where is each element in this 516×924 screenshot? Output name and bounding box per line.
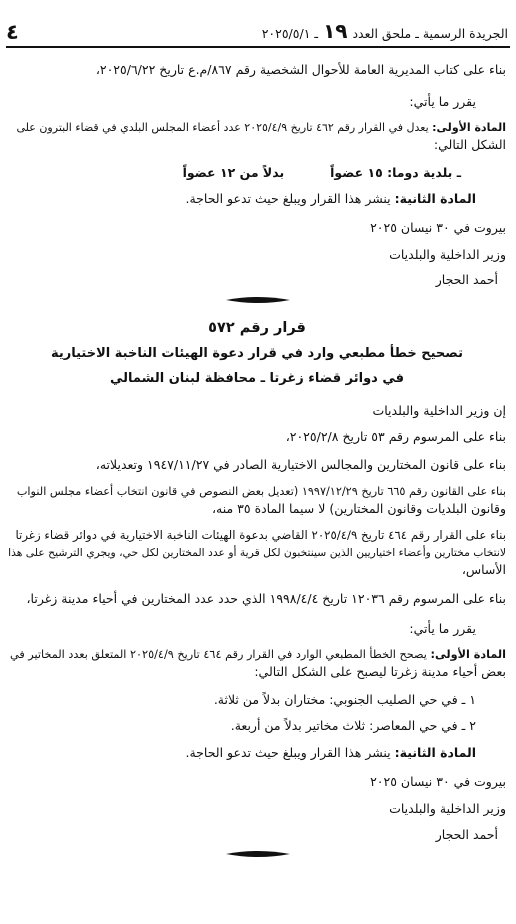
article-text: ينشر هذا القرار ويبلغ حيث تدعو الحاجة. <box>185 745 391 760</box>
signature-date: بيروت في ٣٠ نيسان ٢٠٢٥ <box>370 774 506 789</box>
page-number: ٤ <box>6 20 19 44</box>
article-label: المادة الأولى: <box>432 121 506 134</box>
article-label: المادة الثانية: <box>394 191 476 206</box>
whereas-line-cont: الأساس، <box>461 562 506 577</box>
whereas-line: بناء على المرسوم رقم ٥٣ تاريخ ٢٠٢٥/٢/٨، <box>285 429 506 444</box>
decision-intro: إن وزير الداخلية والبلديات <box>372 403 506 418</box>
article-2 <box>8 190 476 207</box>
whereas-line: بناء على كتاب المديرية العامة للأحوال الشخصية رقم ٨٦٧/م.ع تاريخ ٢٠٢٥/٦/٢٢، <box>95 62 506 77</box>
decision-title-line1: تصحيح خطأ مطبعي وارد في قرار دعوة الهيئات الناخبة الاختيارية <box>51 346 463 361</box>
page-header <box>6 18 508 44</box>
decision-title-line2: في دوائر قضاء زغرتا ـ محافظة لبنان الشمالي <box>109 371 405 386</box>
municipality-name: ـ بلدية دوما: <box>387 165 461 180</box>
decides-heading: يقرر ما يأتي: <box>409 94 476 109</box>
issue-number: ١٩ <box>323 19 348 43</box>
article-text: ينشر هذا القرار ويبلغ حيث تدعو الحاجة. <box>185 191 391 206</box>
minister-name: أحمد الحجار <box>435 272 498 287</box>
article-1-cont: بعض أحياء مدينة زغرتا ليصبح على الشكل التالي: <box>254 664 506 679</box>
decides-heading: يقرر ما يأتي: <box>409 621 476 636</box>
whereas-line-cont: لانتخاب مختارين وأعضاء اختياريين الذين سينتخبون لكل قرية أو عدد المختارين لكل حي، ويجري الترشيح على هذا <box>8 546 506 559</box>
new-count: ١٥ عضواً <box>330 165 383 180</box>
whereas-line: بناء على المرسوم رقم ١٢٠٣٦ تاريخ ١٩٩٨/٤/٤ الذي حدد عدد المختارين في أحياء مدينة زغرتا، <box>26 591 506 606</box>
header-rule <box>6 46 510 48</box>
article-1 <box>8 119 506 136</box>
article-1 <box>8 646 506 663</box>
whereas-line-cont: وقانون البلديات وقانون المختارين) لا سيما المادة ٣٥ منه، <box>211 501 506 516</box>
article-2 <box>8 744 476 761</box>
article-label: المادة الثانية: <box>394 745 476 760</box>
article-text: يعدل في القرار رقم ٤٦٢ تاريخ ٢٠٢٥/٤/٩ عدد أعضاء المجلس البلدي في قضاء البترون على <box>16 121 429 134</box>
list-item: ٢ ـ في حي المعاصر: ثلاث مخاتير بدلاً من أربعة. <box>230 718 476 733</box>
list-item: ١ ـ في حي الصليب الجنوبي: مختاران بدلاً من ثلاثة. <box>213 692 476 707</box>
issue-date: ـ ٢٠٢٥/٥/١ <box>261 26 319 41</box>
whereas-line: بناء على قانون المختارين والمجالس الاختيارية الصادر في ١٩٤٧/١١/٢٧ وتعديلاته، <box>95 457 506 472</box>
section-divider-ornament <box>226 296 290 304</box>
decision-number: قرار رقم ٥٧٢ <box>208 320 306 336</box>
article-1-cont: الشكل التالي: <box>433 137 506 152</box>
signature-date: بيروت في ٣٠ نيسان ٢٠٢٥ <box>370 220 506 235</box>
old-count: بدلاً من ١٢ عضواً <box>182 165 285 180</box>
article-text: يصحح الخطأ المطبعي الوارد في القرار رقم ٤٦٤ تاريخ ٢٠٢٥/٤/٩ المتعلق بعدد المخاتير في <box>9 648 427 661</box>
article-label: المادة الأولى: <box>430 648 506 661</box>
section-divider-ornament <box>226 850 290 858</box>
minister-title: وزير الداخلية والبلديات <box>389 247 506 262</box>
table-row <box>8 164 461 181</box>
whereas-line: بناء على القانون رقم ٦٦٥ تاريخ ١٩٩٧/١٢/٢٩ (تعديل بعض النصوص في قانون انتخاب أعضاء مجلس النواب <box>16 485 506 498</box>
gazette-name: الجريدة الرسمية ـ ملحق العدد <box>352 26 508 41</box>
minister-name: أحمد الحجار <box>435 827 498 842</box>
whereas-line: بناء على القرار رقم ٤٦٤ تاريخ ٢٠٢٥/٤/٩ القاضي بدعوة الهيئات الناخبة الاختيارية في دوائر قضاء زغرتا <box>15 528 506 542</box>
minister-title: وزير الداخلية والبلديات <box>389 801 506 816</box>
gazette-title <box>262 21 508 44</box>
